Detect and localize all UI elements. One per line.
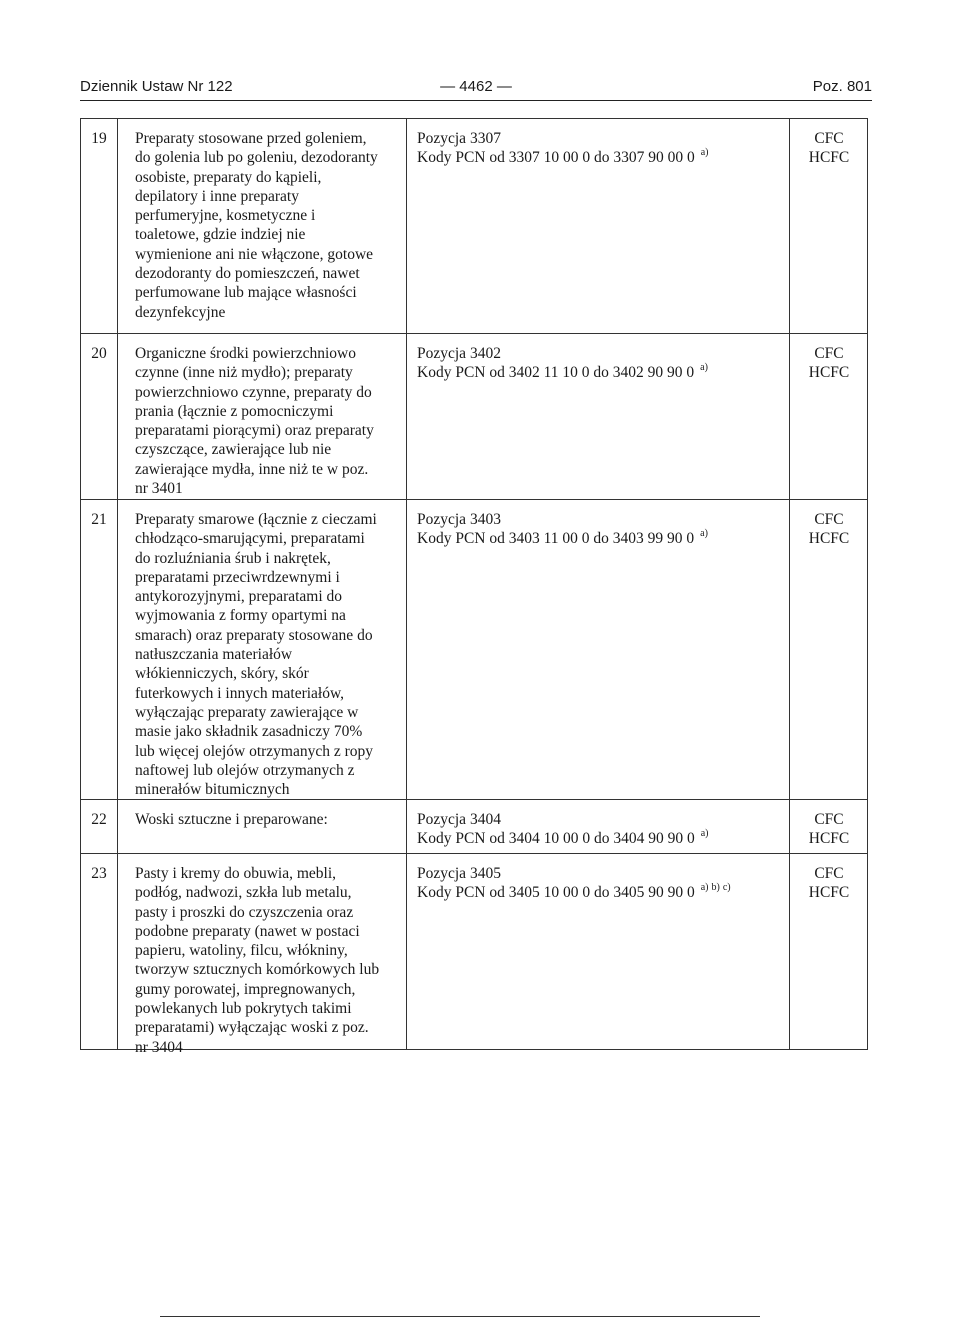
table-row [81, 799, 867, 854]
product-description [135, 129, 417, 322]
customs-position [417, 864, 787, 905]
description-line: antykorozyjnymi, preparatami do [135, 588, 343, 606]
description-line: do rozluźniania śrub i nakrętek, [135, 549, 331, 567]
substance-code: HCFC [808, 364, 850, 382]
description-line: zawierające mydła, inne niż te w poz. [135, 460, 369, 478]
pcn-codes [417, 529, 787, 550]
description-line: wyłączając preparaty zawierające w [135, 703, 359, 721]
footnote-refs [701, 882, 734, 893]
pcn-codes [417, 363, 787, 384]
pcn-codes [417, 148, 787, 169]
page-header [80, 76, 872, 101]
description-line: gumy porowatej, impregnowanych, [135, 980, 356, 998]
description-line: preparatami) wyłączając woski z poz. [135, 1019, 369, 1037]
controlled-substances [789, 129, 869, 168]
pcn-range: Kody PCN od 3405 10 00 0 do 3405 90 90 0 [417, 884, 695, 902]
customs-position [417, 510, 787, 551]
position-label: Pozycja 3405 [417, 865, 501, 882]
product-description [135, 810, 417, 829]
description-line: powlekanych lub pokrytych takimi [135, 1000, 352, 1018]
description-line: preparatami piorącymi) oraz preparaty [135, 422, 374, 440]
controlled-substances [789, 344, 869, 383]
pcn-codes [417, 829, 787, 850]
footnote-ref: b) [711, 882, 720, 894]
description-line: perfumeryjne, kosmetyczne i [135, 207, 316, 225]
substance-code: HCFC [808, 149, 850, 167]
description-line: preparatami przeciwrdzewnymi i [135, 568, 340, 586]
row-number: 20 [91, 345, 107, 362]
description-line: Preparaty smarowe (łącznie z cieczami [135, 511, 377, 528]
pcn-codes [417, 883, 787, 904]
table-row [81, 499, 867, 800]
product-description [135, 344, 417, 498]
description-line: włókienniczych, skóry, skór [135, 665, 309, 683]
substance-code: CFC [814, 345, 844, 362]
substance-code: HCFC [808, 830, 850, 848]
description-line: naftowej lub olejów otrzymanych z [135, 761, 355, 779]
journal-title: Dziennik Ustaw Nr 122 [80, 78, 233, 95]
footnote-refs [701, 828, 712, 839]
description-line: Preparaty stosowane przed goleniem, [135, 130, 367, 147]
description-line: powierzchniowo czynne, preparaty do [135, 383, 372, 401]
description-line: osobiste, preparaty do kąpieli, [135, 168, 322, 186]
description-line: smarach) oraz preparaty stosowane do [135, 626, 373, 644]
description-line: masie jako składnik zasadniczy 70% [135, 723, 363, 741]
row-number: 21 [91, 511, 107, 528]
customs-position [417, 344, 787, 385]
row-number: 22 [91, 811, 107, 828]
description-line: czyszczące, zawierające lub nie [135, 441, 332, 459]
footnote-ref: a) [700, 362, 708, 374]
description-line: nr 3401 [135, 480, 183, 498]
row-number: 19 [91, 130, 107, 147]
description-line: prania (łącznie z pomocniczymi [135, 402, 334, 420]
description-line: wyjmowania z formy opartymi na [135, 607, 346, 625]
position-number: Poz. 801 [812, 78, 872, 95]
description-line: dezodoranty do pomieszczeń, nawet [135, 265, 360, 283]
table-row [81, 333, 867, 500]
pcn-range: Kody PCN od 3403 11 00 0 do 3403 99 90 0 [417, 530, 695, 548]
description-line: futerkowych i innych materiałów, [135, 684, 345, 702]
description-line: Pasty i kremy do obuwia, mebli, [135, 865, 337, 882]
description-line: lub więcej olejów otrzymanych z ropy [135, 742, 374, 760]
description-line: tworzyw sztucznych komórkowych lub [135, 961, 380, 979]
footnote-refs [700, 528, 711, 539]
controlled-substances [789, 864, 869, 903]
description-line: chłodząco-smarującymi, preparatami [135, 530, 365, 548]
pcn-range: Kody PCN od 3404 10 00 0 do 3404 90 90 0 [417, 830, 695, 848]
position-label: Pozycja 3403 [417, 511, 501, 528]
footnote-ref: a) [700, 528, 708, 540]
controlled-substances [789, 510, 869, 549]
description-line: dezynfekcyjne [135, 303, 226, 321]
substance-code: CFC [814, 130, 844, 147]
substance-code: CFC [814, 865, 844, 882]
footnote-ref: a) [700, 882, 709, 894]
footnote-refs [701, 147, 712, 158]
description-line: nr 3404 [135, 1038, 183, 1056]
page-number: — 4462 — [440, 78, 512, 95]
description-line: natłuszczania materiałów [135, 646, 293, 664]
description-line: pasty i proszki do czyszczenia oraz [135, 903, 354, 921]
substances-table [80, 118, 868, 1056]
footnote-ref: a) [700, 147, 709, 159]
controlled-substances [789, 810, 869, 849]
table-row [81, 119, 867, 333]
footnote-ref: a) [700, 828, 709, 840]
page-edge-mark [160, 1316, 760, 1317]
description-line: Organiczne środki powierzchniowo [135, 345, 356, 362]
pcn-range: Kody PCN od 3307 10 00 0 do 3307 90 00 0 [417, 149, 695, 167]
description-line: podłóg, nadwozi, szkła lub metalu, [135, 884, 352, 902]
position-label: Pozycja 3404 [417, 811, 501, 828]
substance-code: HCFC [808, 530, 850, 548]
description-line: perfumowane lub mające własności [135, 284, 357, 302]
substance-code: CFC [814, 811, 844, 828]
description-line: czynne (inne niż mydło); preparaty [135, 364, 353, 382]
substance-code: CFC [814, 511, 844, 528]
description-line: papieru, watoliny, filcu, włókniny, [135, 942, 348, 960]
product-description [135, 864, 417, 1057]
customs-position [417, 810, 787, 851]
description-line: toaletowe, gdzie indziej nie [135, 226, 306, 244]
description-line: wymienione ani nie włączone, gotowe [135, 245, 374, 263]
description-line: do golenia lub po goleniu, dezodoranty [135, 149, 378, 167]
description-line: minerałów bitumicznych [135, 781, 290, 799]
customs-position [417, 129, 787, 170]
substance-code: HCFC [808, 884, 850, 902]
description-line: depilatory i inne preparaty [135, 187, 299, 205]
description-line: Woski sztuczne i preparowane: [135, 811, 328, 828]
row-number: 23 [91, 865, 107, 882]
footnote-refs [700, 362, 711, 373]
footnote-ref: c) [722, 882, 731, 894]
position-label: Pozycja 3307 [417, 130, 501, 147]
table-row [81, 853, 867, 1056]
position-label: Pozycja 3402 [417, 345, 501, 362]
pcn-range: Kody PCN od 3402 11 10 0 do 3402 90 90 0 [417, 364, 695, 382]
description-line: podobne preparaty (nawet w postaci [135, 922, 360, 940]
product-description [135, 510, 417, 799]
